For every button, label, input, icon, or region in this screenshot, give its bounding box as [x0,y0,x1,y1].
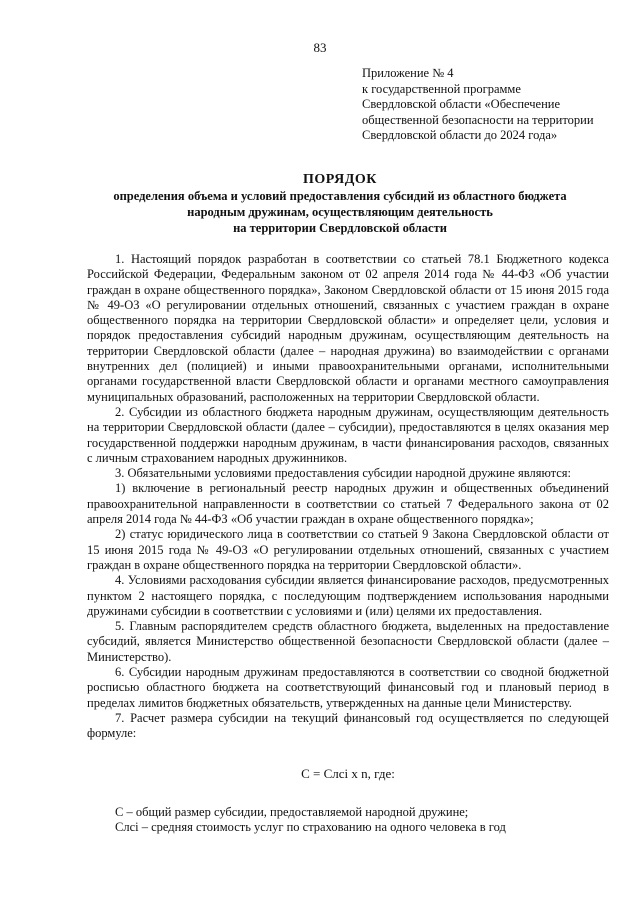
paragraph: 5. Главным распорядителем средств областного бюджета, выделенных на предоставление субсидий, является Министерство общественной безопасности Свердловской области (далее – Министерство). [87,619,609,664]
title-line: народным дружинам, осуществляющим деятельность [187,205,493,219]
paragraph: 3. Обязательными условиями предоставления субсидии народной дружине являются: [115,466,572,481]
appendix-line: Приложение № 4 [362,66,454,80]
appendix-line: общественной безопасности на территории [362,112,594,127]
paragraph: 2) статус юридического лица в соответствии со статьей 9 Закона Свердловской области от 15 июня 2015 года № 49-ОЗ «О регулировании отдельных отношений, связанных с участием граждан в охране общественного порядка на территории Свердловской области». [87,527,609,572]
paragraph: 1. Настоящий порядок разработан в соответствии со статьей 78.1 Бюджетного кодекса Российской Федерации, Федеральным законом от 02 апреля 2014 года № 44-ФЗ «Об участии граждан в охране общественного порядка», Законом Свердловской области от 15 июня 2015 года № 49-ОЗ «О регулировании отдельных отношений, связанных с участием граждан в охране общественного порядка на территории Свердловской области» и определяет цели, условия и порядок предоставления субсидий народным дружинам, осуществляющим деятельность на территории Свердловской области (далее – народная дружина) во взаимодействии с органами внутренних дел (полицией) и иными правоохранительными органами, исполнительными органами государственной власти Свердловской области и органами местного самоуправления муниципальных образований, расположенных на территории Свердловской области. [87,252,609,404]
definition: Слсi – средняя стоимость услуг по страхованию на одного человека в год [115,820,506,835]
paragraph: 6. Субсидии народным дружинам предоставляются в соответствии со сводной бюджетной росписью областного бюджета на соответствующий финансовый год и плановый период в пределах лимитов бюджетных обязательств, утвержденных на данные цели Министерству. [87,665,609,710]
appendix-line: к государственной программе [362,81,521,96]
paragraph: 4. Условиями расходования субсидии является финансирование расходов, предусмотренных пунктом 2 настоящего порядка, с последующим подтверждением использования народными дружинами субсидии в соответствии с условиями и (или) целями их предоставления. [87,573,609,618]
appendix-line: Свердловской области «Обеспечение [362,97,561,111]
appendix-line: Свердловской области до 2024 года» [362,128,558,142]
paragraph: 2. Субсидии из областного бюджета народным дружинам, осуществляющим деятельность на территории Свердловской области (далее – субсидии), предоставляются в целях оказания мер государственной поддержки народным дружинам, в части финансирования расходов, связанных с личным страхованием народных дружинников. [87,404,609,465]
document-body [87,252,609,835]
title-line: определения объема и условий предоставления субсидий из областного бюджета [113,189,567,203]
page-number: 83 [313,40,327,55]
paragraph: 7. Расчет размера субсидии на текущий финансовый год осуществляется по следующей формуле: [87,710,609,741]
definition: С – общий размер субсидии, предоставляемой народной дружине; [115,804,469,819]
title-line: на территории Свердловской области [233,221,447,235]
document-title [60,172,620,236]
title-main: ПОРЯДОК [303,172,377,187]
paragraph: 1) включение в региональный реестр народных дружин и общественных объединений правоохранительной направленности в соответствии со статьей 7 Федерального закона от 02 апреля 2014 года № 44-ФЗ «Об участии граждан в охране общественного порядка»; [87,481,609,527]
formula: С = Слсi х n, где: [301,765,395,781]
appendix-block [362,66,612,144]
